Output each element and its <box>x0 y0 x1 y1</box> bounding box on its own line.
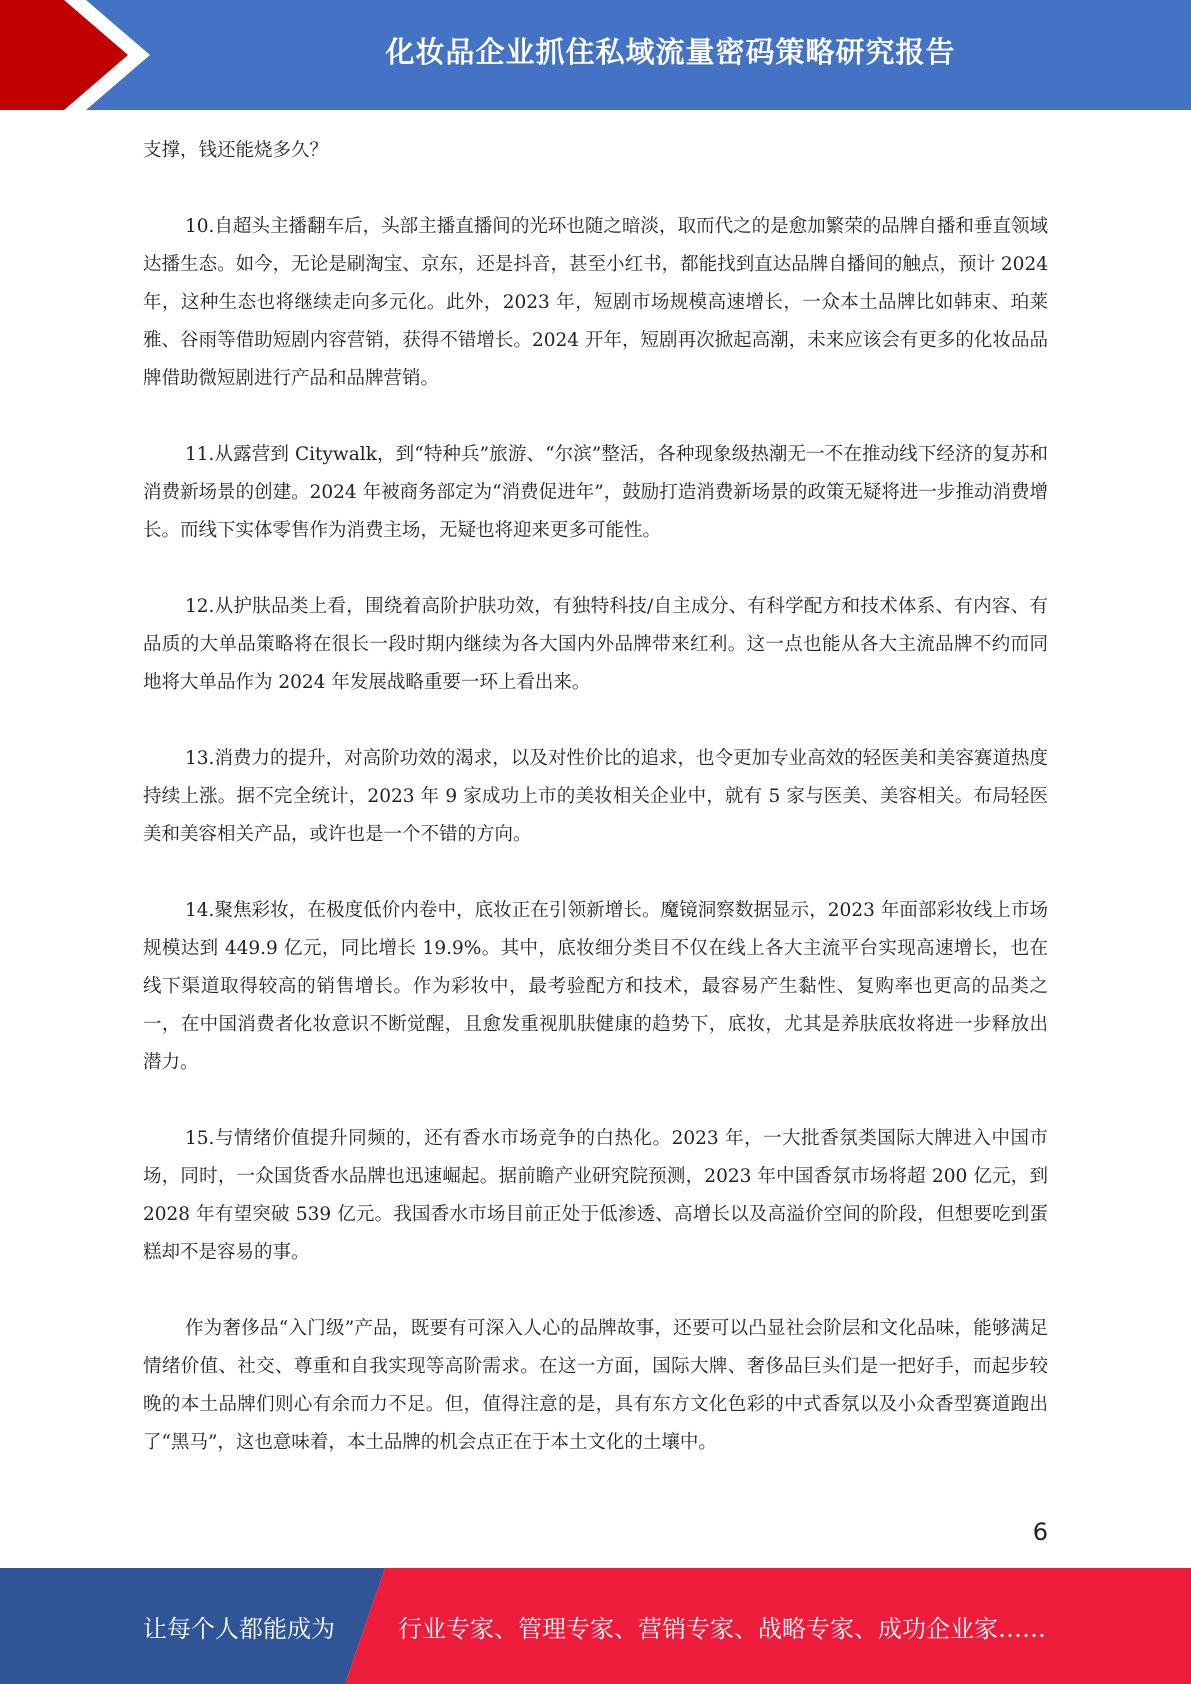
footer-slogan-left: 让每个人都能成为 <box>143 1614 335 1643</box>
page-number: 6 <box>1032 1518 1048 1546</box>
report-title: 化妆品企业抓住私域流量密码策略研究报告 <box>385 34 956 69</box>
paragraph-12: 12.从护肤品类上看，围绕着高阶护肤功效，有独特科技/自主成分、有科学配方和技术体系、有内容、有品质的大单品策略将在很长一段时期内继续为各大国内外品牌带来红利。这一点也能从各大主流品牌不约而同地将大单品作为 2024 年发展战略重要一环上看出来。 <box>143 596 1048 693</box>
body-text <box>143 132 1048 1500</box>
paragraph-13: 13.消费力的提升，对高阶功效的渴求，以及对性价比的追求，也令更加专业高效的轻医美和美容赛道热度持续上涨。据不完全统计，2023 年 9 家成功上市的美妆相关企业中，就有 5 家与医美、美容相关。布局轻医美和美容相关产品，或许也是一个不错的方向。 <box>143 748 1048 845</box>
paragraph-continuation: 支撑，钱还能烧多久？ <box>143 140 329 161</box>
page-footer <box>0 1568 1191 1684</box>
paragraph-15: 15.与情绪价值提升同频的，还有香水市场竞争的白热化。2023 年，一大批香氛类国际大牌进入中国市场，同时，一众国货香水品牌也迅速崛起。据前瞻产业研究院预测，2023 年中国香氛市场将超 200 亿元，到 2028 年有望突破 539 亿元。我国香水市场目前正处于低渗透、高增长以及高溢价空间的阶段，但想要吃到蛋糕却不是容易的事。 <box>143 1128 1048 1263</box>
paragraph-10: 10.自超头主播翻车后，头部主播直播间的光环也随之暗淡，取而代之的是愈加繁荣的品牌自播和垂直领域达播生态。如今，无论是刷淘宝、京东，还是抖音，甚至小红书，都能找到直达品牌自播间的触点，预计 2024 年，这种生态也将继续走向多元化。此外，2023 年，短剧市场规模高速增长，一众本土品牌比如韩束、珀莱雅、谷雨等借助短剧内容营销，获得不错增长。2024 开年，短剧再次掀起高潮，未来应该会有更多的化妆品品牌借助微短剧进行产品和品牌营销。 <box>143 216 1048 389</box>
page-header <box>0 0 1191 110</box>
paragraph-14: 14.聚焦彩妆，在极度低价内卷中，底妆正在引领新增长。魔镜洞察数据显示，2023 年面部彩妆线上市场规模达到 449.9 亿元，同比增长 19.9%。其中，底妆细分类目不仅在线上各大主流平台实现高速增长，也在线下渠道取得较高的销售增长。作为彩妆中，最考验配方和技术，最容易产生黏性、复购率也更高的品类之一，在中国消费者化妆意识不断觉醒，且愈发重视肌肤健康的趋势下，底妆，尤其是养肤底妆将进一步释放出潜力。 <box>143 900 1048 1073</box>
paragraph-11: 11.从露营到 Citywalk，到“特种兵”旅游、“尔滨”整活，各种现象级热潮无一不在推动线下经济的复苏和消费新场景的创建。2024 年被商务部定为“消费促进年”，鼓励打造消费新场景的政策无疑将进一步推动消费增长。而线下实体零售作为消费主场，无疑也将迎来更多可能性。 <box>143 444 1048 541</box>
chevron-arrow-icon <box>0 0 160 110</box>
paragraph-luxury: 作为奢侈品“入门级”产品，既要有可深入人心的品牌故事，还要可以凸显社会阶层和文化品味，能够满足情绪价值、社交、尊重和自我实现等高阶需求。在这一方面，国际大牌、奢侈品巨头们是一把好手，而起步较晚的本土品牌们则心有余而力不足。但，值得注意的是，具有东方文化色彩的中式香氛以及小众香型赛道跑出了“黑马”，这也意味着，本土品牌的机会点正在于本土文化的土壤中。 <box>143 1318 1048 1453</box>
footer-slogan-right: 行业专家、管理专家、营销专家、战略专家、成功企业家…… <box>398 1614 1046 1643</box>
